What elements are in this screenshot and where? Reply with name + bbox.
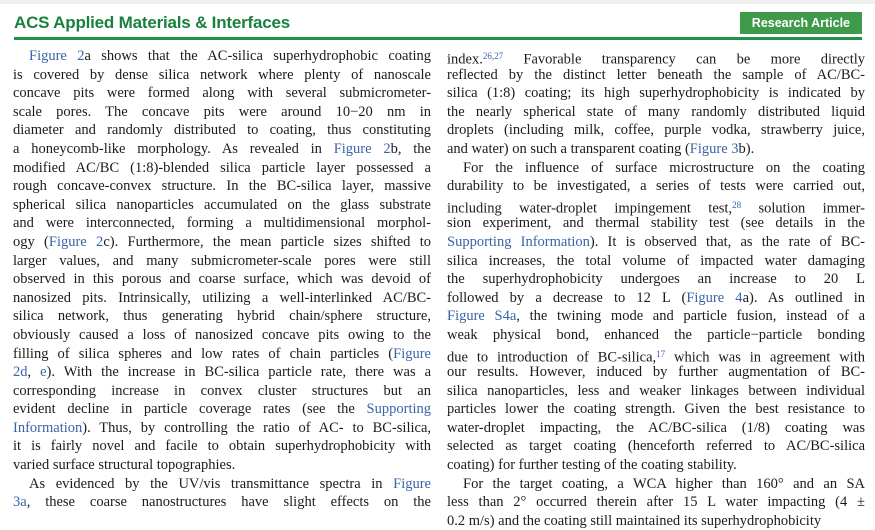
text-line — [13, 493, 431, 512]
text-run: For the target coating, a WCA higher than 160° and an SA — [463, 475, 865, 492]
text-link[interactable]: Information — [13, 419, 83, 436]
text-line — [447, 159, 865, 178]
text-line — [13, 214, 431, 233]
text-link[interactable]: Supporting Information — [447, 233, 590, 250]
text-run: which was in agreement with — [665, 349, 865, 365]
text-line — [447, 289, 865, 308]
text-run: silica nanoparticles, less and weaker linkages between individual — [447, 382, 865, 399]
text-run: reflected by the distinct letter beneath the sample of AC/BC- — [447, 66, 865, 83]
text-line — [447, 214, 865, 233]
text-run: varied surface structural topographies. — [13, 457, 236, 474]
text-run: silica network, thus generating hybrid chain/sphere structure, — [13, 308, 431, 325]
text-run: droplets (including milk, coffee, purple vodka, strawberry juice, — [447, 122, 865, 139]
text-line — [447, 456, 865, 475]
text-run: selected as target coating (henceforth referred to AC/BC-silica — [447, 438, 865, 455]
text-link[interactable]: Figure 2 — [333, 140, 391, 157]
text-run: , — [27, 364, 41, 381]
text-run: observed in this porous and coarse surface, which was devoid of — [13, 271, 431, 288]
text-line — [447, 475, 865, 494]
text-line — [13, 270, 431, 289]
text-line — [447, 270, 865, 289]
text-line — [13, 326, 431, 345]
text-line — [447, 103, 865, 122]
text-line — [447, 363, 865, 382]
text-run: rough concave-convex structure. In the BC-silica layer, massive — [13, 178, 431, 195]
text-run: ). It is observed that, as the rate of BC- — [589, 233, 865, 250]
text-run: , the twining mode and particle fusion, instead of a — [516, 308, 866, 325]
text-line — [447, 493, 865, 512]
right-column — [447, 47, 866, 529]
text-run: including water-droplet impingement test, — [447, 200, 733, 217]
text-run: diameter and randomly distributed to coating, thus constituting — [13, 122, 431, 139]
text-run: larger values, and many submicrometer-scale pores were still — [13, 252, 431, 269]
text-line — [13, 196, 431, 215]
text-line — [13, 159, 431, 178]
text-run: water-droplet impacting, the AC/BC-silica (1/8) coating was — [447, 419, 865, 436]
journal-header — [14, 10, 862, 38]
text-line — [13, 140, 431, 159]
text-link[interactable]: e — [40, 364, 47, 381]
text-run: a shows that the AC-silica superhydrophobic coating — [84, 48, 431, 64]
text-run: is covered by dense silica network where plenty of nanoscale — [13, 66, 431, 83]
text-link[interactable]: Figure 2 — [48, 233, 104, 250]
text-run: , these coarse nanostructures have slight effects on the — [26, 494, 431, 511]
text-line — [447, 196, 865, 215]
text-run: modified AC/BC (1:8)-blended silica particle layer possessed a — [13, 159, 431, 176]
text-run: ). With the increase in BC-silica particle rate, there was a — [46, 364, 431, 381]
text-line — [13, 252, 431, 271]
text-link[interactable]: Figure — [393, 475, 431, 492]
text-line — [447, 307, 865, 326]
text-run: spherical silica nanoparticles accumulated on the glass substrate — [13, 196, 431, 213]
citation-link[interactable]: 26,27 — [482, 51, 504, 61]
text-link[interactable]: Figure 4 — [686, 289, 743, 306]
header-rule — [14, 37, 862, 40]
text-run: ogy ( — [13, 233, 49, 250]
text-line — [13, 400, 431, 419]
text-link[interactable]: Figure — [393, 345, 431, 362]
article-type-badge: Research Article — [740, 12, 862, 34]
text-run: a). As outlined in — [742, 289, 865, 306]
text-run: For the influence of surface microstructure on the coating — [463, 159, 865, 176]
text-run: nanosized pits. Intrinsically, utilizing a well-interlinked AC/BC- — [13, 289, 431, 306]
text-line — [447, 345, 865, 364]
text-line — [447, 252, 865, 271]
text-line — [447, 233, 865, 252]
text-run: obviously caused a loss of nanosized concave pits owing to the — [13, 326, 431, 343]
text-run: As evidenced by the UV/vis transmittance spectra in — [29, 475, 394, 492]
citation-link[interactable]: 28 — [732, 199, 742, 210]
text-run: a honeycomb-like morphology. As revealed in — [13, 140, 334, 157]
text-run: and water) on such a transparent coating ( — [447, 140, 690, 157]
text-line — [447, 326, 865, 345]
text-line — [13, 475, 431, 494]
left-column — [13, 47, 431, 515]
text-line — [13, 437, 431, 456]
text-run: silica (1:8) coating; its high superhydrophobicity is indicated by — [447, 85, 865, 102]
text-line — [13, 47, 431, 66]
text-run: weak physical bond, enhanced the particle−particle bonding — [447, 326, 865, 343]
text-run: coating) for further testing of the coating stability. — [447, 457, 737, 474]
text-run: c). Furthermore, the mean particle sizes shifted to — [103, 233, 431, 250]
text-line — [447, 512, 865, 530]
text-line — [447, 121, 865, 140]
text-run: less than 2° occurred therein after 15 L water impacting (4 ± — [447, 494, 865, 511]
text-run: index. — [447, 51, 483, 68]
text-link[interactable]: Figure 2 — [29, 48, 85, 64]
text-line — [447, 400, 865, 419]
text-line — [13, 233, 431, 252]
text-line — [447, 66, 865, 85]
text-run: due to introduction of BC-silica, — [447, 349, 657, 365]
text-line — [13, 456, 431, 475]
text-line — [447, 419, 865, 438]
text-link[interactable]: 2d — [13, 364, 28, 381]
text-line — [13, 84, 431, 103]
text-line — [447, 437, 865, 456]
text-link[interactable]: Figure S4a — [447, 308, 517, 325]
text-run: silica increases, the total volume of impacted water damaging — [447, 252, 865, 269]
article-body — [13, 47, 866, 529]
text-line — [13, 66, 431, 85]
text-line — [13, 177, 431, 196]
text-run: concave pits were formed along with several submicrometer- — [13, 85, 431, 102]
text-line — [447, 140, 865, 159]
text-run: the superhydrophobicity undergoes an increase to 20 L — [447, 271, 865, 288]
text-link[interactable]: Supporting — [366, 401, 431, 418]
text-run: durability to be investigated, a series of tests were carried out, — [447, 178, 865, 195]
text-run: sion experiment, and thermal stability test (see details in the — [447, 215, 865, 232]
text-run: evident decline in particle coverage rates (see the — [13, 401, 367, 418]
text-run: b, the — [390, 140, 431, 157]
text-line — [13, 307, 431, 326]
text-run: scale pores. The concave pits were around 10−20 nm in — [13, 103, 431, 120]
text-link[interactable]: 3a — [13, 494, 27, 511]
citation-link[interactable]: 17 — [656, 348, 666, 359]
text-line — [13, 121, 431, 140]
text-run: corresponding increase in convex cluster structures but an — [13, 382, 431, 399]
text-line — [447, 84, 865, 103]
text-run: it is fairly novel and facile to obtain superhydrophobicity with — [13, 438, 431, 455]
text-line — [13, 382, 431, 401]
text-run: solution immer- — [741, 200, 866, 217]
text-line — [447, 177, 865, 196]
text-run: 0.2 m/s) and the coating still maintained its superhydrophobicity — [447, 512, 822, 529]
page-top-edge — [0, 0, 875, 4]
text-line — [13, 363, 431, 382]
text-run: particles lower the coating strength. Given the best resistance to — [447, 401, 865, 418]
text-run: Favorable transparency can be more directly — [503, 51, 865, 68]
text-run: and were interconnected, forming a multidimensional morphol- — [13, 215, 431, 232]
text-run: followed by a decrease to 12 L ( — [447, 289, 687, 306]
text-line — [13, 103, 431, 122]
text-run: filling of silica spheres and low rates of chain particles ( — [13, 345, 394, 362]
text-line — [13, 345, 431, 364]
text-link[interactable]: Figure 3 — [689, 140, 739, 157]
text-line — [447, 47, 865, 66]
text-run: the nearly spherical state of many randomly distributed liquid — [447, 103, 865, 120]
text-run: b). — [738, 140, 755, 157]
text-line — [447, 382, 865, 401]
text-line — [13, 289, 431, 308]
journal-title: ACS Applied Materials & Interfaces — [14, 13, 290, 32]
text-line — [13, 419, 431, 438]
text-run: ). Thus, by controlling the ratio of AC- to BC-silica, — [82, 419, 431, 436]
text-run: our results. However, induced by further augmentation of BC- — [447, 364, 865, 381]
